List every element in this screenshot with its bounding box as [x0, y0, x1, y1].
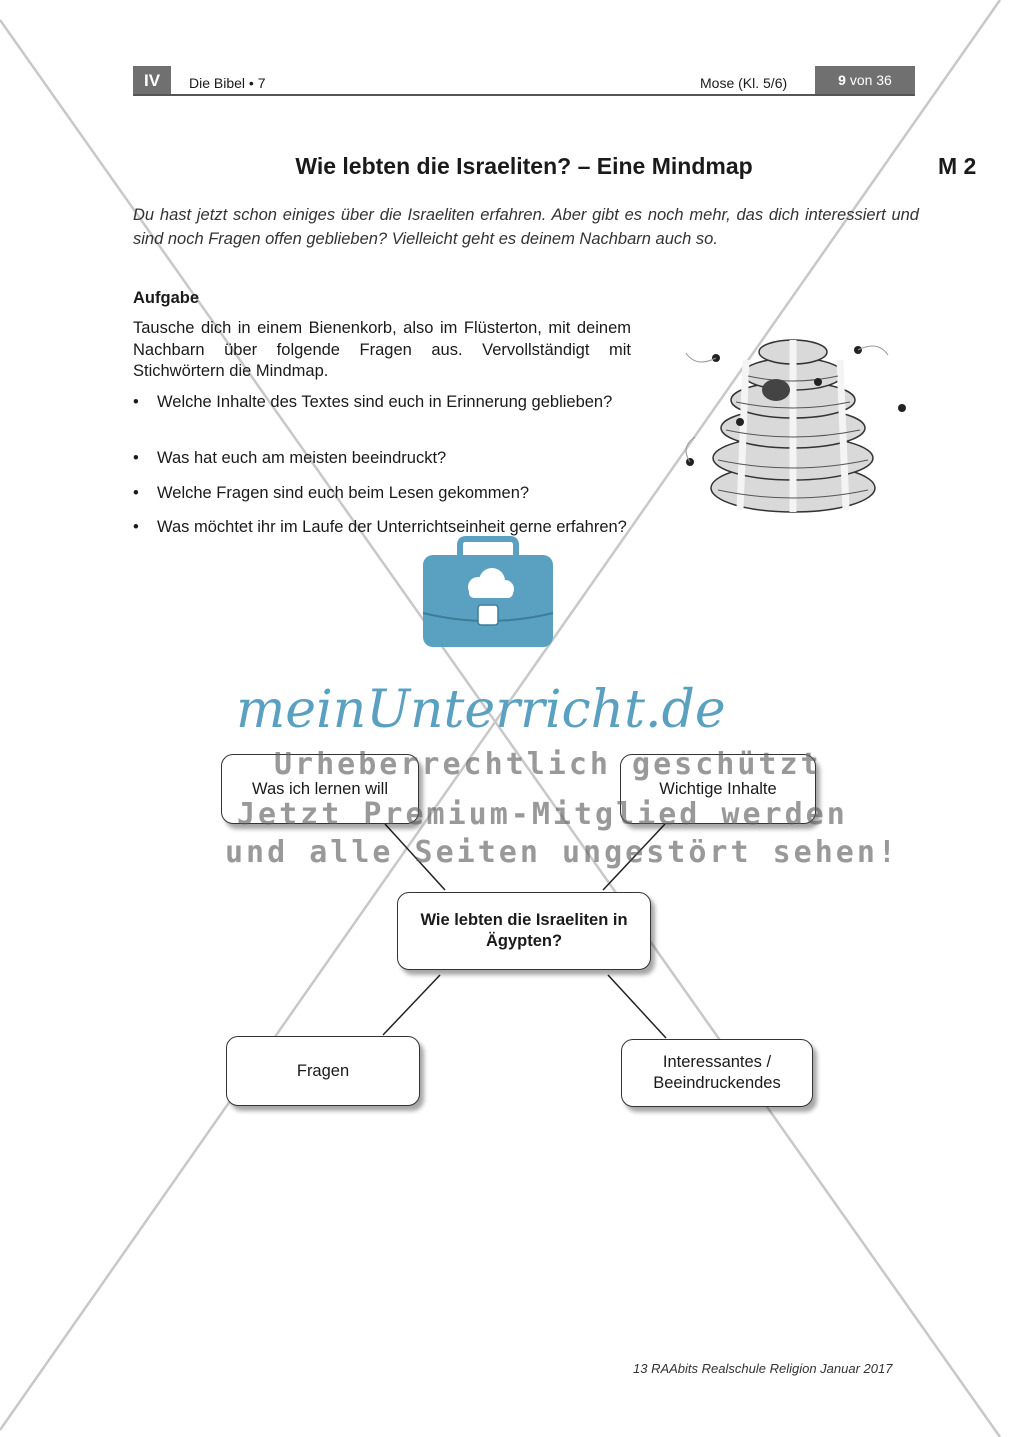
header-series: Die Bibel • 7: [189, 75, 266, 91]
list-item-text: Was hat euch am meisten beeindruckt?: [157, 449, 447, 467]
intro-text: Du hast jetzt schon einiges über die Israeliten erfahren. Aber gibt es noch mehr, das dich interessiert und sind noch Fragen offen geblieben? Vielleicht geht es deinem Nachbarn auch so.: [133, 206, 919, 248]
page-number: 9: [838, 72, 846, 88]
mindmap-node-top-left: Was ich lernen will: [221, 754, 419, 824]
footer-credit: 13 RAAbits Realschule Religion Januar 2017: [633, 1361, 893, 1376]
page-total: von 36: [849, 72, 892, 88]
bullet-icon: •: [133, 518, 139, 536]
watermark-line-1: Urheberrechtlich geschützt: [274, 747, 822, 782]
watermark-line-3: und alle Seiten ungestört sehen!: [225, 835, 899, 870]
watermark-logo: meinUnterricht.de: [236, 680, 726, 740]
material-label: M 2: [938, 153, 977, 179]
mindmap-node-top-right: Wichtige Inhalte: [620, 754, 816, 824]
bullet-icon: •: [133, 449, 139, 467]
bullet-icon: •: [133, 393, 139, 411]
task-text: Tausche dich in einem Bienenkorb, also im Flüsterton, mit deinem Nachbarn über folgende Fragen aus. Vervollständigt mit Stichwörtern die Mindmap.: [133, 319, 631, 380]
bullet-icon: •: [133, 484, 139, 502]
list-item-text: Welche Fragen sind euch beim Lesen gekommen?: [157, 484, 530, 502]
watermark-line-2: Jetzt Premium-Mitglied werden: [237, 797, 848, 832]
header-unit: Mose (Kl. 5/6): [700, 75, 788, 91]
page-title: Wie lebten die Israeliten? – Eine Mindmap: [295, 153, 753, 179]
mindmap-node-bottom-left: Fragen: [226, 1036, 420, 1106]
task-heading: Aufgabe: [133, 289, 199, 307]
mindmap-node-bottom-right: Interessantes / Beeindruckendes: [621, 1039, 813, 1107]
list-item-text: Welche Inhalte des Textes sind euch in Erinnerung geblieben?: [157, 393, 613, 411]
section-badge: IV: [133, 66, 171, 95]
mindmap-node-center: Wie lebten die Israeliten in Ägypten?: [397, 892, 651, 970]
list-item-text: Was möchtet ihr im Laufe der Unterrichtseinheit gerne erfahren?: [157, 518, 627, 536]
